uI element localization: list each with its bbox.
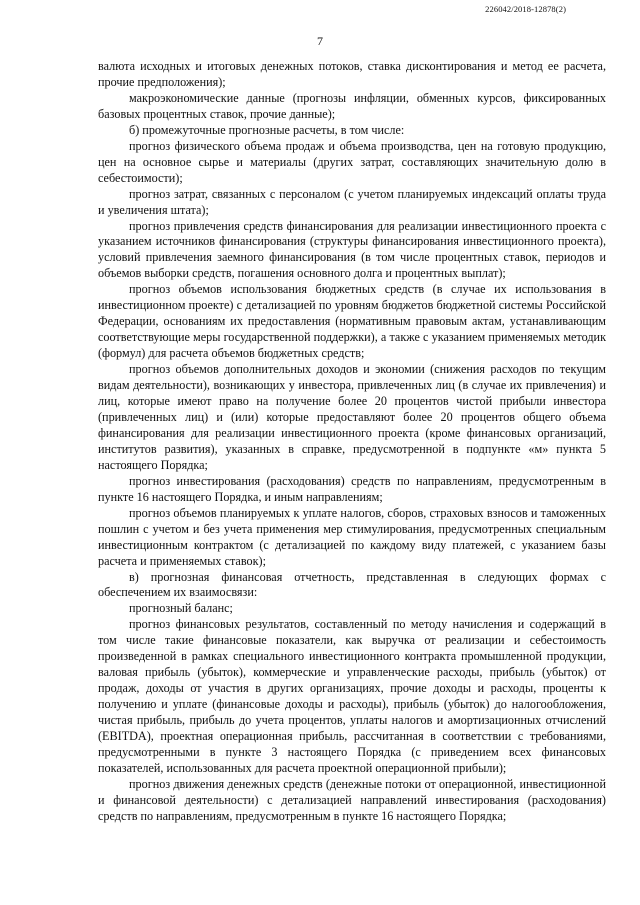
paragraph-investment-spending: прогноз инвестирования (расходования) средств по направлениям, предусмотренным в пункте 16 настоящего Порядка, и иным направлениям; bbox=[98, 473, 606, 504]
paragraph-cash-flow: прогноз движения денежных средств (денежные потоки от операционной, инвестиционной и финансовой деятельности) с детализацией направлений инвестирования (расходования) средств по направлениям, предусмотренным в пункте 16 настоящего Порядка; bbox=[98, 776, 606, 823]
paragraph-financial-statements: в) прогнозная финансовая отчетность, представленная в следующих формах с обеспечением их взаимосвязи: bbox=[98, 569, 606, 600]
paragraph-intermediate-calcs: б) промежуточные прогнозные расчеты, в том числе: bbox=[129, 122, 405, 137]
paragraph-currency: валюта исходных и итоговых денежных потоков, ставка дисконтирования и метод ее расчета, прочие предположения); bbox=[98, 59, 606, 89]
paragraph-financing: прогноз привлечения средств финансирования для реализации инвестиционного проекта с указанием источников финансирования (структуры финансирования инвестиционного проекта), условий привлечения заемного финансирования (в том числе процентных ставок, периодов и объемов выборки средств, погашения основного долга и процентных выплат); bbox=[98, 218, 606, 281]
paragraph-budget-funds: прогноз объемов использования бюджетных средств (в случае их использования в инвестиционном проекте) с детализацией по уровням бюджетов бюджетной системы Российской Федерации, основаниям их предоставления (нормативным правовым актам, устанавливающим соответствующие меры государственной поддержки), а также с указанием применяемых методик (формул) для расчета объемов бюджетных средств; bbox=[98, 282, 606, 361]
page-number: 7 bbox=[317, 34, 323, 48]
paragraph-sales-forecast: прогноз физического объема продаж и объема производства, цен на готовую продукцию, цен на основное сырье и материалы (других затрат, составляющих значительную долю в себестоимости); bbox=[98, 138, 606, 185]
paragraph-balance: прогнозный баланс; bbox=[129, 601, 233, 616]
document-number: 226042/2018-12878(2) bbox=[485, 4, 566, 14]
paragraph-taxes: прогноз объемов планируемых к уплате налогов, сборов, страховых взносов и таможенных пошлин с учетом и без учета применения мер стимулирования, предусмотренных специальным инвестиционным контрактом (с детализацией по каждому виду платежей, с указанием базы расчета и применяемых ставок); bbox=[98, 505, 606, 568]
paragraph-additional-income: прогноз объемов дополнительных доходов и экономии (снижения расходов по текущим видам деятельности), возникающих у инвестора, привлеченных лиц (в случае их привлечения) и лиц, которые имеют право на получение более 20 процентов чистой прибыли инвестора (привлеченных лиц) и (или) которые предоставляют более 20 процентов общего объема финансирования для реализации инвестиционного проекта (кроме финансовых организаций, институтов развития), указанных в справке, предусмотренной в подпункте «м» пункта 5 настоящего Порядка; bbox=[98, 362, 606, 472]
paragraph-macro-data: макроэкономические данные (прогнозы инфляции, обменных курсов, фиксированных базовых процентных ставок, прочие данные); bbox=[98, 90, 606, 121]
paragraph-staff-costs: прогноз затрат, связанных с персоналом (с учетом планируемых индексаций оплаты труда и увеличения штата); bbox=[98, 186, 606, 217]
document-body bbox=[98, 59, 606, 825]
paragraph-financial-results: прогноз финансовых результатов, составленный по методу начисления и содержащий в том числе такие финансовые показатели, как выручка от реализации и себестоимость произведенной в рамках специального инвестиционного контракта промышленной продукции, валовая прибыль (убыток), коммерческие и управленческие расходы, прибыль (убыток) от продаж, доходы от участия в других организациях, прочие доходы и расходы, проценты к получению и уплате (финансовые доходы и расходы), прибыль (убыток) до налогообложения, чистая прибыль, прибыль до учета процентов, уплаты налогов и амортизационных отчислений (EBITDA), проектная операционная прибыль, рассчитанная в соответствии с требованиями, предусмотренными в пункте 3 настоящего Порядка (с приведением всех финансовых показателей, использованных для расчета проектной операционной прибыли); bbox=[98, 617, 606, 775]
